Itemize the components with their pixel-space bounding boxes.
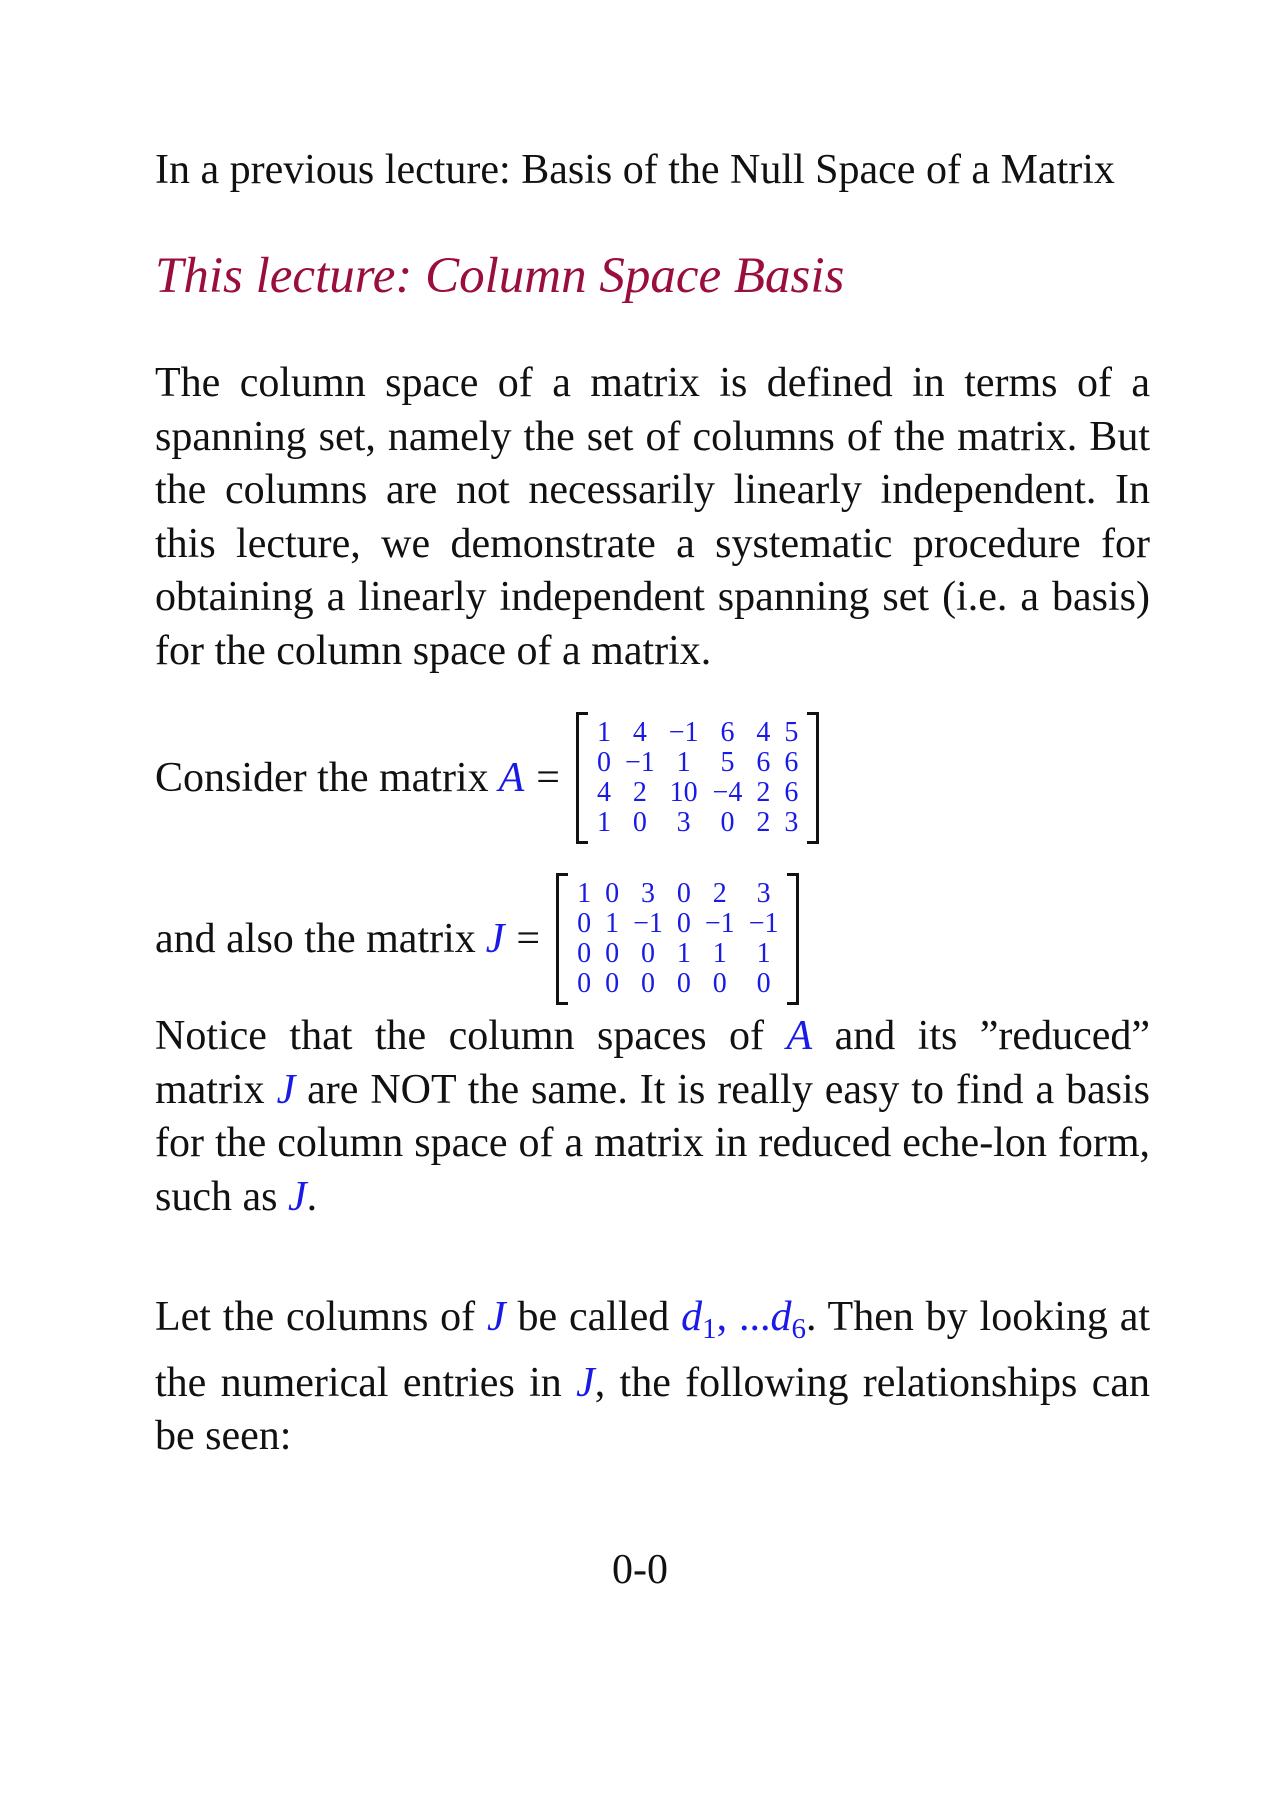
p2-var-j-2: J: [287, 1173, 307, 1220]
matrix-entry: 1: [756, 938, 771, 969]
matrix-entry: 1: [577, 878, 592, 909]
matrix-row: [590, 778, 805, 808]
columns-paragraph: [155, 1291, 1150, 1464]
matrix-a-table: [590, 718, 805, 838]
matrix-entry: 4: [596, 777, 611, 808]
matrix-entry: 0: [577, 938, 592, 969]
matrix-entry: 2: [756, 807, 771, 838]
matrix-row: [590, 718, 805, 748]
matrix-row: [590, 808, 805, 838]
matrix-entry: 1: [605, 908, 620, 939]
matrix-entry: 0: [676, 878, 691, 909]
matrix-entry: 1: [712, 938, 727, 969]
matrix-entry: 5: [784, 717, 799, 748]
matrix-a-equals: =: [536, 755, 560, 801]
p3-d1-sub: 1: [702, 1313, 717, 1345]
p3-dots: , ...: [716, 1294, 771, 1340]
p3-d6-var: d: [770, 1294, 792, 1340]
intro-paragraph: The column space of a matrix is defined in terms of a spanning set, namely the set of columns of the matrix. But the columns are not necessarily linearly independent. In this lecture, we demonstrate a systematic procedure for obtaining a linearly independent spanning set (i.e. a basis) for the column space of a matrix.: [155, 360, 1150, 674]
p2-text-2: and its ”reduced” matrix: [155, 1013, 1150, 1113]
matrix-j-equals: =: [516, 916, 541, 962]
matrix-entry: 0: [605, 968, 620, 999]
p3-d1-var: d: [681, 1294, 703, 1340]
matrix-entry: 6: [720, 717, 735, 748]
matrix-entry: −1: [668, 717, 699, 748]
matrix-row: [570, 969, 785, 999]
matrix-entry: 6: [784, 747, 799, 778]
matrix-entry: 0: [676, 968, 691, 999]
matrix-entry: 10: [669, 777, 698, 808]
p3-d1: [681, 1294, 806, 1345]
p3-text-3: . Then by looking at the numerical entries in: [155, 1294, 1151, 1406]
matrix-entry: −1: [748, 908, 779, 939]
matrix-entry: 3: [676, 807, 691, 838]
matrix-entry: 6: [784, 777, 799, 808]
matrix-row: [570, 939, 785, 969]
matrix-entry: 1: [596, 717, 611, 748]
matrix-a-equation: [155, 712, 819, 844]
matrix-entry: 0: [712, 968, 727, 999]
matrix-entry: 0: [596, 747, 611, 778]
p3-var-j: J: [486, 1294, 506, 1340]
matrix-entry: 3: [784, 807, 799, 838]
matrix-j-label: and also the matrix: [155, 916, 476, 962]
matrix-entry: 2: [632, 777, 647, 808]
notice-paragraph: [155, 1010, 1150, 1224]
matrix-entry: 1: [676, 938, 691, 969]
matrix-j-var: J: [485, 916, 505, 962]
matrix-entry: −4: [712, 777, 743, 808]
matrix-entry: 0: [577, 968, 592, 999]
matrix-entry: 0: [605, 878, 620, 909]
p3-text-2: be called: [505, 1294, 682, 1340]
matrix-entry: 0: [632, 807, 647, 838]
p3-d6-sub: 6: [791, 1313, 806, 1345]
matrix-row: [590, 748, 805, 778]
matrix-j: [556, 873, 799, 1005]
matrix-entry: 2: [712, 878, 727, 909]
matrix-entry: 0: [756, 968, 771, 999]
matrix-entry: 0: [720, 807, 735, 838]
matrix-entry: 0: [577, 908, 592, 939]
p2-text-3: are NOT the same. It is really easy to find a basis for the column space of a matrix in reduced eche-lon form, such as: [155, 1066, 1151, 1220]
matrix-entry: −1: [704, 908, 735, 939]
matrix-a-var: A: [498, 755, 525, 801]
matrix-j-table: [570, 879, 785, 999]
matrix-a: [576, 712, 819, 844]
matrix-entry: 0: [640, 968, 655, 999]
page-number: 0-0: [612, 1547, 668, 1593]
matrix-entry: 3: [756, 878, 771, 909]
matrix-entry: 3: [640, 878, 655, 909]
matrix-entry: 0: [605, 938, 620, 969]
matrix-entry: 1: [596, 807, 611, 838]
matrix-entry: 1: [676, 747, 691, 778]
p2-var-j: J: [276, 1066, 296, 1113]
matrix-entry: 0: [676, 908, 691, 939]
matrix-row: [570, 879, 785, 909]
matrix-entry: −1: [624, 747, 655, 778]
matrix-entry: 2: [756, 777, 771, 808]
matrix-entry: 5: [720, 747, 735, 778]
p2-text-1: Notice that the column spaces of: [155, 1013, 787, 1059]
lecture-title: This lecture: Column Space Basis: [155, 248, 845, 304]
p2-text-4: .: [306, 1173, 318, 1220]
matrix-row: [570, 909, 785, 939]
p3-text-4: , the following relationships can be seen:: [155, 1359, 1150, 1459]
matrix-entry: 4: [756, 717, 771, 748]
matrix-a-label: Consider the matrix: [155, 755, 489, 801]
p3-var-j-2: J: [576, 1359, 595, 1406]
matrix-entry: 6: [756, 747, 771, 778]
matrix-entry: 4: [632, 717, 647, 748]
p3-text-1: Let the columns of: [155, 1294, 487, 1340]
matrix-entry: −1: [633, 908, 663, 939]
previous-lecture-line: In a previous lecture: Basis of the Null Space of a Matrix: [155, 147, 1115, 193]
p2-var-a: A: [786, 1013, 813, 1059]
matrix-entry: 0: [640, 938, 655, 969]
matrix-j-equation: [155, 873, 799, 1005]
